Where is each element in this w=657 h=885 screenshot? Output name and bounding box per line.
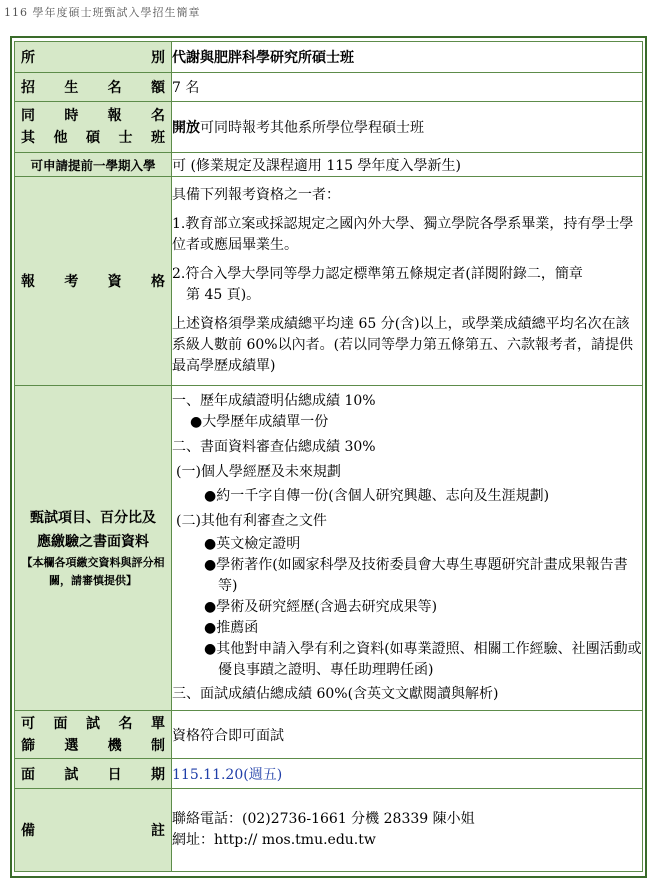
label-char: 名 [150, 108, 165, 124]
label-char: 試 [86, 715, 100, 732]
label-department [15, 42, 172, 73]
label-assessment-line2: 應繳驗之書面資料 [37, 534, 149, 550]
assess-s2-a-b1: ●約一千字自傳一份(含個人研究興趣、志向及生涯規劃) [204, 488, 550, 504]
label-char: 報 [107, 108, 122, 124]
label-early-admission [15, 153, 172, 177]
row-early-admission [15, 153, 643, 177]
label-eligibility-text [15, 271, 171, 291]
eligibility-item-2-line2: 第 45 頁)。 [186, 287, 261, 303]
value-concurrent [172, 102, 643, 153]
label-char: 名 [118, 715, 133, 732]
label-char: 招 [21, 80, 35, 96]
label-char: 同 [21, 108, 35, 124]
value-screening: 資格符合即可面試 [172, 711, 643, 759]
row-quota [15, 73, 643, 102]
label-char: 日 [107, 766, 122, 783]
label-char: 其 [21, 130, 35, 146]
label-assessment-line1: 甄試項目、百分比及 [30, 510, 156, 526]
row-screening [15, 711, 643, 759]
label-screening-line2 [15, 735, 171, 757]
label-quota-text [15, 77, 171, 97]
label-char: 篩 [21, 737, 35, 754]
value-department: 代謝與肥胖科學研究所碩士班 [172, 42, 643, 73]
label-char: 他 [53, 130, 68, 146]
label-char: 時 [64, 108, 79, 124]
assess-s2-a: (一)個人學經歷及未來規劃 [176, 464, 341, 480]
value-early-admission: 可 (修業規定及課程適用 115 學年度入學新生) [172, 153, 643, 177]
assess-s3: 三、面試成績佔總成績 60%(含英文文獻閱讀與解析) [172, 686, 499, 702]
label-char: 選 [64, 737, 79, 754]
row-eligibility [15, 177, 643, 386]
assess-s2-b-b3: ●學術及研究經歷(含過去研究成果等) [204, 599, 438, 615]
label-interview-date-text [15, 764, 171, 784]
value-eligibility [172, 177, 643, 386]
row-concurrent [15, 102, 643, 153]
eligibility-item-1: 1.教育部立案或採認規定之國內外大學、獨立學院各學系畢業，持有學士學位者或應屆畢業生。 [172, 216, 634, 253]
remarks-url[interactable]: 網址：http:// mos.tmu.edu.tw [172, 832, 376, 848]
label-char: 班 [151, 130, 165, 146]
label-char: 可 [21, 715, 35, 732]
label-quota [15, 73, 172, 102]
label-assessment [15, 386, 172, 711]
label-concurrent [15, 102, 172, 153]
value-quota: 7 名 [172, 73, 643, 102]
value-assessment [172, 386, 643, 711]
label-concurrent-line2 [15, 127, 171, 149]
label-char: 所 [21, 50, 35, 66]
row-assessment [15, 386, 643, 711]
label-char: 報 [21, 274, 35, 290]
label-char: 格 [150, 274, 165, 290]
row-interview-date [15, 759, 643, 789]
label-char: 士 [118, 130, 133, 146]
label-char: 額 [150, 80, 165, 96]
value-remarks [172, 789, 643, 872]
value-concurrent-rest: 可同時報考其他系所學位學程碩士班 [200, 120, 424, 136]
label-early-admission-text: 可申請提前一學期入學 [30, 157, 156, 173]
label-char: 生 [64, 80, 79, 96]
assess-s2-b-b2: ●學術著作(如國家科學及技術委員會大專生專題研究計畫成果報告書等) [204, 557, 628, 594]
row-department [15, 42, 643, 73]
label-screening [15, 711, 172, 759]
label-char: 碩 [86, 130, 100, 146]
label-eligibility [15, 177, 172, 386]
label-screening-line1 [15, 713, 171, 735]
label-char: 機 [107, 737, 122, 754]
label-assessment-note: 【本欄各項繳交資料與評分相關，請審慎提供】 [21, 556, 165, 587]
value-interview-date: 115.11.20(週五) [172, 759, 643, 789]
assess-s2: 二、書面資料審查佔總成績 30% [172, 439, 376, 455]
assess-s2-b: (二)其他有利審查之文件 [176, 513, 327, 529]
label-char: 考 [64, 274, 79, 290]
label-char: 面 [21, 766, 35, 783]
assess-s1: 一、歷年成績證明佔總成績 10% [172, 393, 376, 409]
assess-s1-b1: ●大學歷年成績單一份 [190, 414, 329, 430]
label-char: 試 [64, 766, 79, 783]
label-char: 單 [151, 715, 165, 732]
label-char: 面 [53, 715, 68, 732]
assess-s2-b-b5: ●其他對申請入學有利之資料(如專業證照、相關工作經驗、社團活動或優良事蹟之證明、專任助理聘任函) [204, 641, 642, 678]
label-char: 名 [107, 80, 122, 96]
eligibility-intro: 具備下列報考資格之一者： [172, 187, 340, 203]
label-remarks-text [15, 820, 171, 840]
label-char: 別 [151, 50, 165, 66]
label-interview-date [15, 759, 172, 789]
label-char: 制 [150, 737, 165, 754]
page-header: 116 學年度碩士班甄試入學招生簡章 [4, 6, 201, 19]
eligibility-item-2-line1: 2.符合入學大學同等學力認定標準第五條規定者(詳閱附錄二，簡章 [172, 266, 583, 282]
label-char: 期 [150, 766, 165, 783]
label-department-text [15, 47, 171, 67]
label-remarks [15, 789, 172, 872]
eligibility-note: 上述資格須學業成績總平均達 65 分(含)以上，或學業成績總平均名次在該系級人數前 60%以內者。(若以同等學力第五條第五、六款報考者，請提供最高學歷成績單) [172, 316, 634, 374]
remarks-phone: 聯絡電話：(02)2736-1661 分機 28339 陳小姐 [172, 811, 475, 827]
assess-s2-b-b1: ●英文檢定證明 [204, 536, 301, 552]
label-char: 資 [107, 274, 122, 290]
assess-s2-b-b4: ●推薦函 [204, 620, 259, 636]
admission-table [14, 41, 643, 872]
label-char: 備 [21, 823, 35, 839]
label-char: 註 [151, 823, 165, 839]
value-concurrent-open: 開放 [172, 120, 200, 136]
row-remarks [15, 789, 643, 872]
label-concurrent-line1 [15, 105, 171, 127]
